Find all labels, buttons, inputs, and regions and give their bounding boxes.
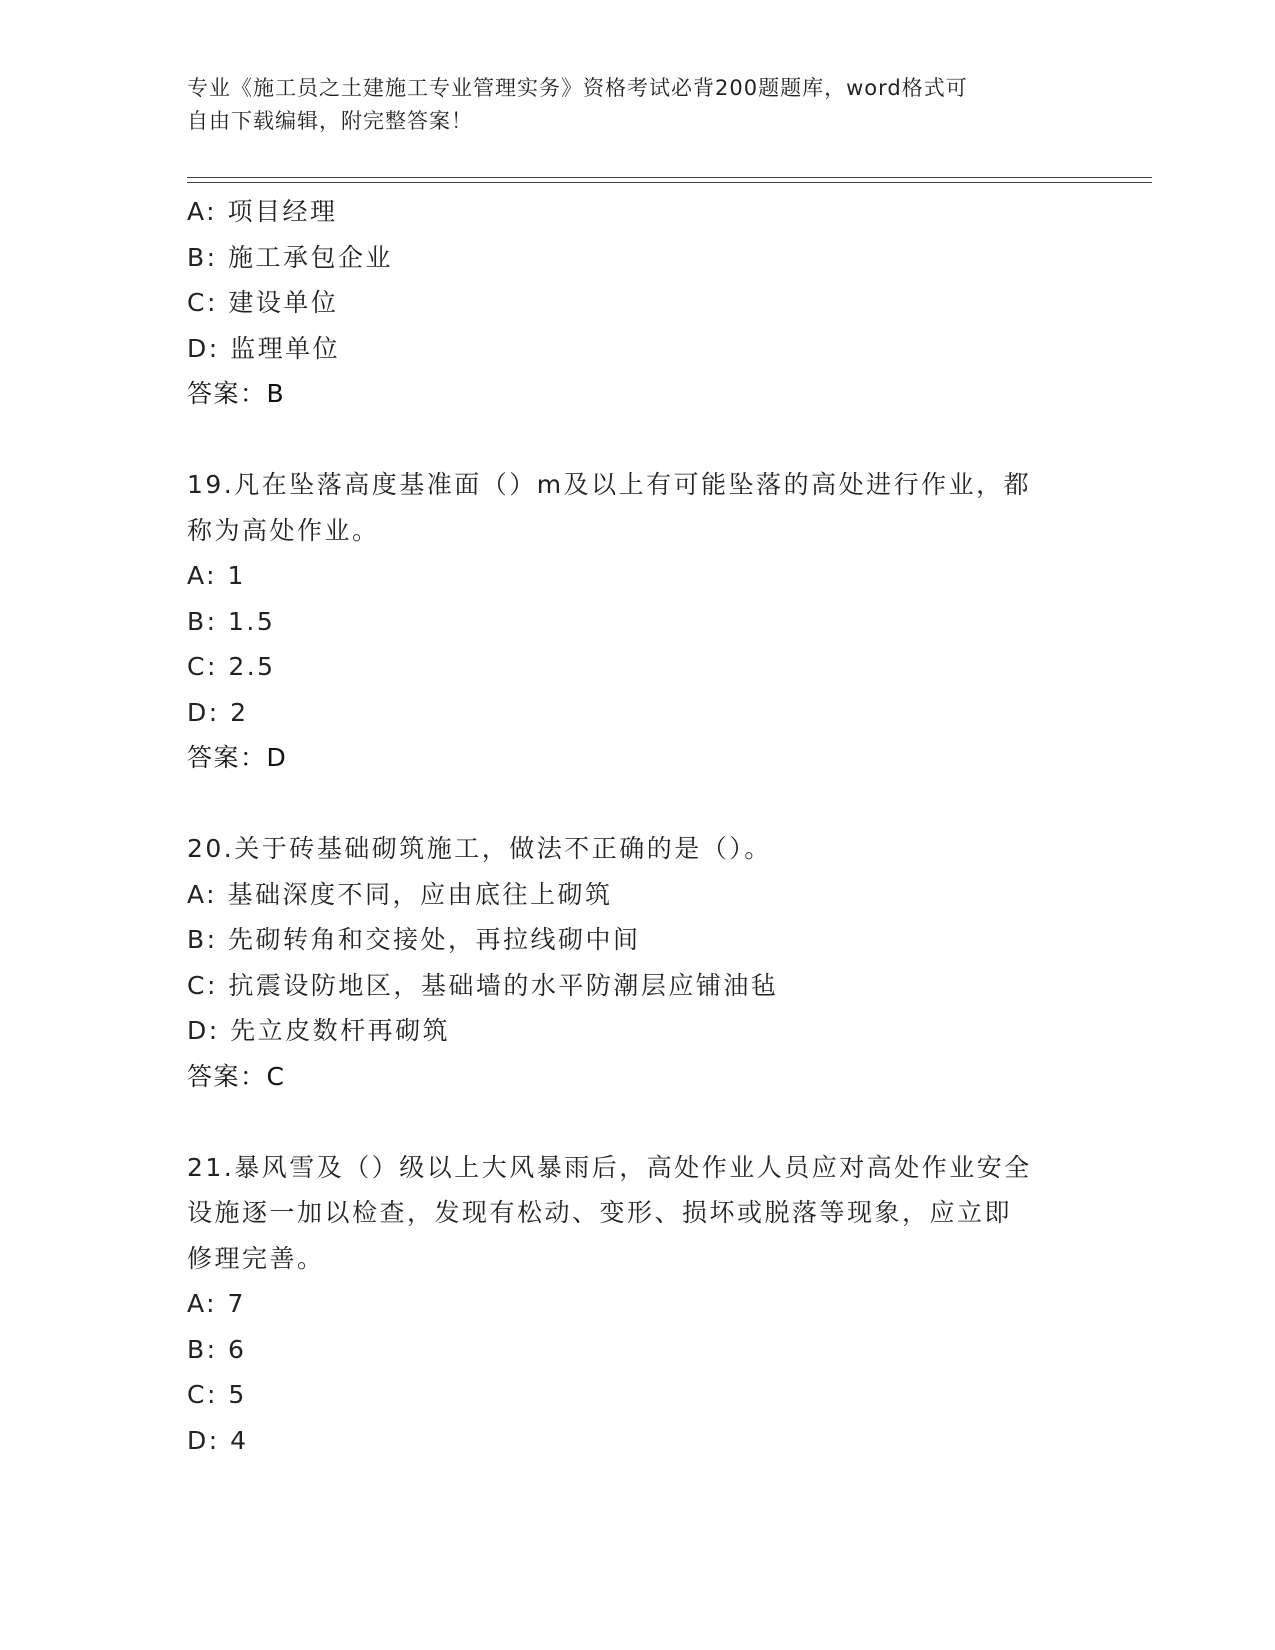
question-text: 修理完善。 [187, 1243, 325, 1273]
document-body [187, 189, 1087, 1463]
question-text: 称为高处作业。 [187, 515, 380, 545]
block-spacer [187, 1099, 1087, 1145]
question-text: 设施逐一加以检查，发现有松动、变形、损坏或脱落等现象，应立即 [187, 1198, 1013, 1227]
header-divider-top [187, 177, 1152, 178]
option-d: D: 监理单位 [187, 333, 341, 363]
answer-line: 答案：D [187, 743, 288, 772]
header-divider-bottom [187, 182, 1152, 183]
answer-line: 答案：B [187, 379, 286, 408]
option-b: B: 1.5 [187, 606, 276, 636]
option-a: A: 项目经理 [187, 197, 338, 226]
option-c: C: 5 [187, 1380, 247, 1409]
option-a: A: 基础深度不同，应由底往上砌筑 [187, 879, 613, 909]
block-spacer [187, 781, 1087, 827]
question-text: 20.关于砖基础砌筑施工，做法不正确的是（）。 [187, 834, 772, 863]
option-b: B: 6 [187, 1334, 247, 1364]
question-block-18 [187, 189, 1087, 417]
option-d: D: 4 [187, 1425, 249, 1455]
option-c: C: 抗震设防地区，基础墙的水平防潮层应铺油毡 [187, 970, 779, 1000]
option-a: A: 1 [187, 561, 246, 590]
answer-line: 答案：C [187, 1061, 286, 1091]
header-line-1: 专业《施工员之土建施工专业管理实务》资格考试必背200题题库，word格式可 [187, 76, 968, 100]
question-text: 19.凡在坠落高度基准面（）m及以上有可能坠落的高处进行作业，都 [187, 470, 1032, 499]
question-text: 21.暴风雪及（）级以上大风暴雨后，高处作业人员应对高处作业安全 [187, 1152, 1032, 1182]
question-block-19 [187, 462, 1087, 781]
option-d: D: 先立皮数杆再砌筑 [187, 1016, 451, 1045]
option-d: D: 2 [187, 697, 249, 727]
header-line-2: 自由下载编辑，附完整答案！ [187, 109, 473, 133]
block-spacer [187, 417, 1087, 463]
option-b: B: 施工承包企业 [187, 242, 394, 272]
option-a: A: 7 [187, 1289, 246, 1318]
option-c: C: 2.5 [187, 652, 276, 681]
option-b: B: 先砌转角和交接处，再拉线砌中间 [187, 925, 641, 954]
document-header [187, 72, 1067, 138]
question-block-20 [187, 826, 1087, 1099]
option-c: C: 建设单位 [187, 288, 339, 317]
question-block-21 [187, 1145, 1087, 1464]
